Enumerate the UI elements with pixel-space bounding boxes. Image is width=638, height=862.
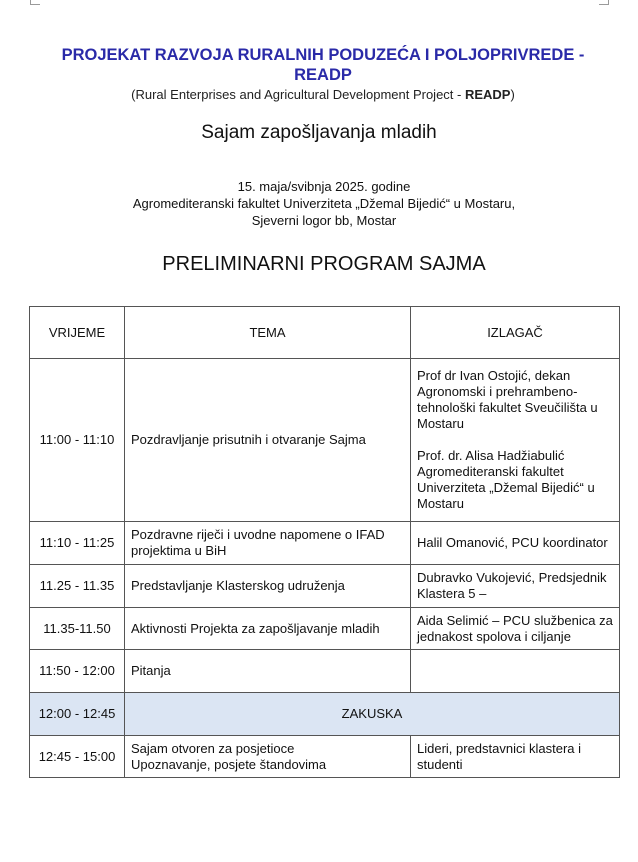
page-corner-mark-left: [30, 0, 40, 5]
presenter-1: Prof dr Ivan Ostojić, dekan Agronomski i prehrambeno-tehnološki fakultet Sveučilišta u Mostaru: [417, 368, 598, 431]
subtitle-suffix: ): [510, 87, 515, 102]
venue-line-2: Sjeverni logor bb, Mostar: [251, 213, 397, 228]
subtitle-acronym: READP: [464, 87, 511, 102]
presenter-2: Prof. dr. Alisa Hadžiabulić Agromediteranski fakultet Univerziteta „Džemal Bijedić“ u Mostaru: [417, 448, 595, 511]
row-presenter: Lideri, predstavnici klastera i studenti: [411, 736, 620, 778]
schedule-table: [29, 306, 620, 778]
topic-line-2: Upoznavanje, posjete štandovima: [131, 756, 327, 772]
row-time: 11:50 - 12:00: [30, 650, 125, 693]
row-topic: [125, 736, 411, 778]
row-topic: Aktivnosti Projekta za zapošljavanje mladih: [125, 608, 411, 650]
table-header-row: [30, 307, 620, 359]
break-time: 12:00 - 12:45: [30, 693, 125, 736]
row-time: 11:10 - 11:25: [30, 522, 125, 565]
row-presenter: [411, 359, 620, 522]
row-topic: Pozdravne riječi i uvodne napomene o IFAD projektima u BiH: [125, 522, 411, 565]
topic-line-1: Sajam otvoren za posjetioce: [131, 740, 295, 756]
break-label: ZAKUSKA: [125, 693, 620, 736]
row-topic: Pitanja: [125, 650, 411, 693]
table-row: [30, 565, 620, 608]
row-presenter: [411, 650, 620, 693]
row-presenter: Aida Selimić – PCU službenica za jednakost spolova i ciljanje: [411, 608, 620, 650]
program-title: PRELIMINARNI PROGRAM SAJMA: [162, 253, 486, 275]
row-time: 11.35-11.50: [30, 608, 125, 650]
row-presenter: Halil Omanović, PCU koordinator: [411, 522, 620, 565]
table-row: [30, 608, 620, 650]
date-venue-block: [0, 178, 638, 229]
break-row: [30, 693, 620, 736]
table-row: [30, 736, 620, 778]
header-time: VRIJEME: [30, 307, 125, 359]
header-presenter: IZLAGAČ: [411, 307, 620, 359]
project-title: PROJEKAT RAZVOJA RURALNIH PODUZEĆA I POLJOPRIVREDE - READP: [61, 46, 585, 84]
row-time: 11.25 - 11.35: [30, 565, 125, 608]
table-row: [30, 359, 620, 522]
row-topic: Pozdravljanje prisutnih i otvaranje Sajma: [125, 359, 411, 522]
table-row: [30, 650, 620, 693]
table-row: [30, 522, 620, 565]
row-presenter: Dubravko Vukojević, Predsjednik Klastera 5 –: [411, 565, 620, 608]
row-time: 12:45 - 15:00: [30, 736, 125, 778]
row-time: 11:00 - 11:10: [30, 359, 125, 522]
venue-line-1: Agromediteranski fakultet Univerziteta „Džemal Bijedić“ u Mostaru,: [132, 196, 516, 211]
project-subtitle: [30, 87, 616, 102]
event-date: 15. maja/svibnja 2025. godine: [237, 179, 411, 194]
subtitle-prefix: (Rural Enterprises and Agricultural Development Project -: [131, 87, 465, 102]
row-topic: Predstavljanje Klasterskog udruženja: [125, 565, 411, 608]
header-topic: TEMA: [125, 307, 411, 359]
page-corner-mark-right: [599, 0, 609, 5]
event-name: Sajam zapošljavanja mladih: [201, 122, 437, 143]
